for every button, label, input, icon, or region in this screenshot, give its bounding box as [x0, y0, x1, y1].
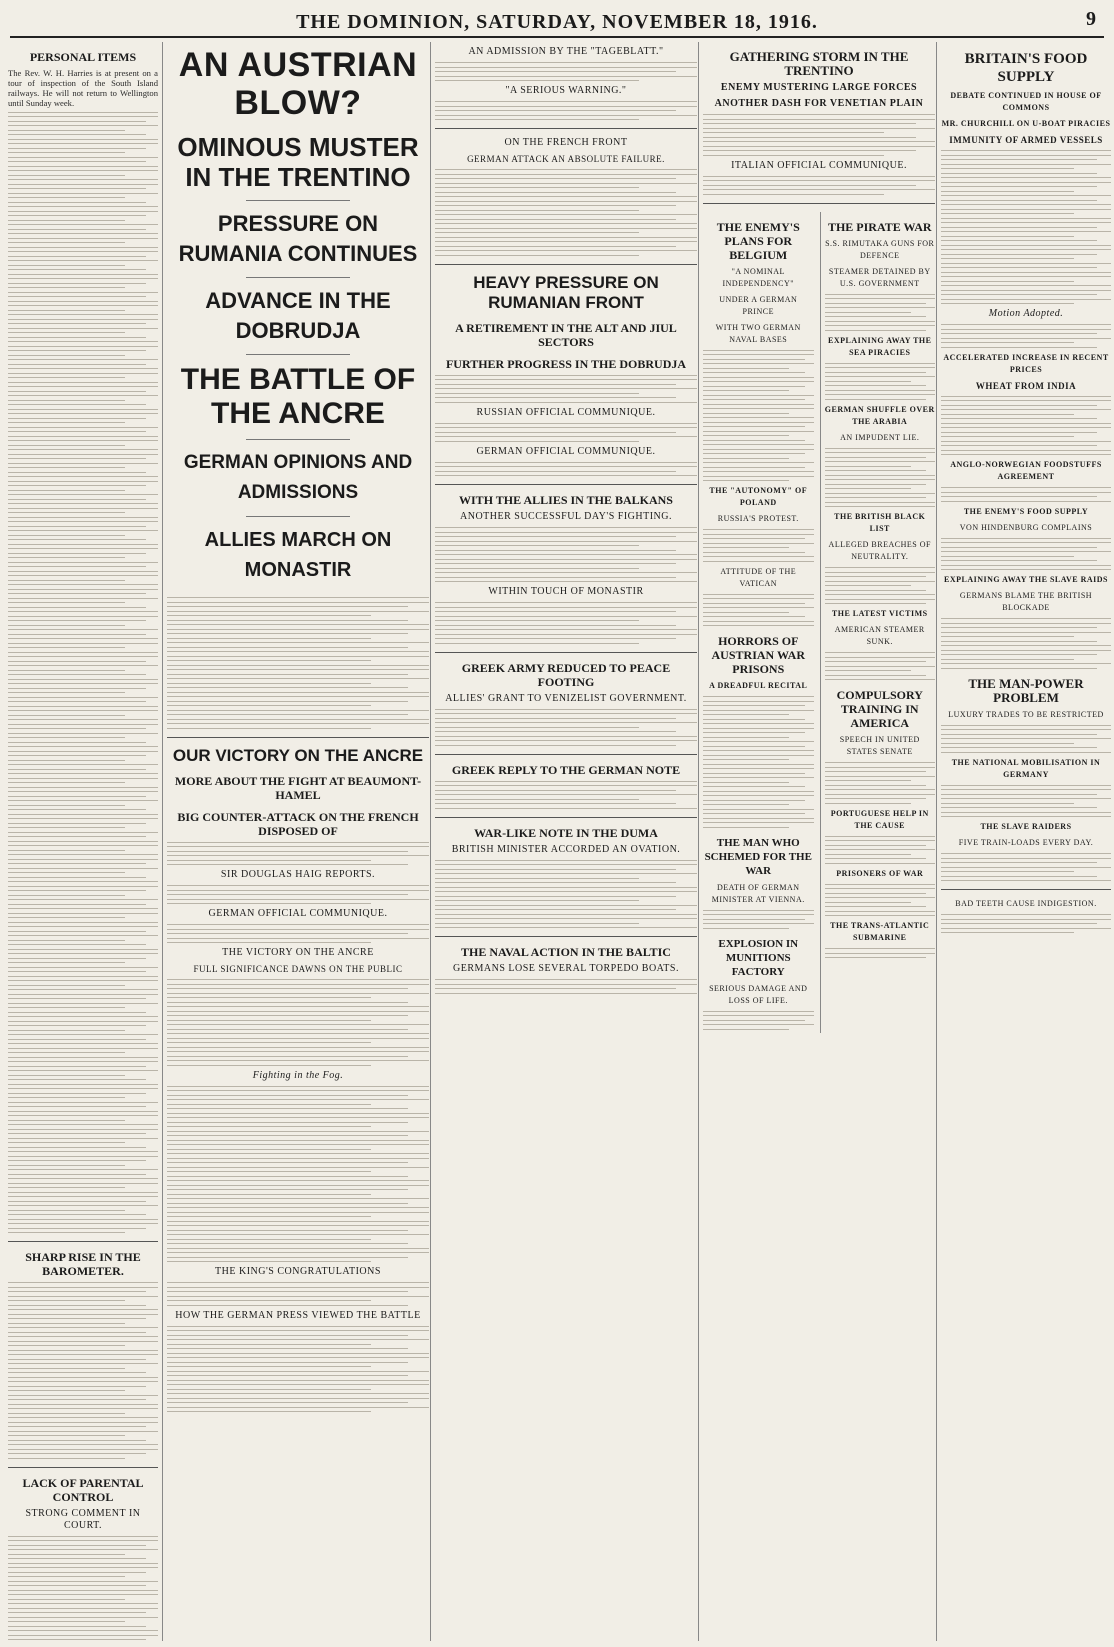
heading-torpedo: GERMANS LOSE SEVERAL TORPEDO BOATS.: [453, 963, 679, 974]
fog-text: [167, 1086, 429, 1263]
heading-senate: SPEECH IN UNITED STATES SENATE: [839, 735, 920, 756]
heading-rumanian-front: HEAVY PRESSURE ON RUMANIAN FRONT: [473, 272, 659, 312]
poland-text: [703, 529, 814, 562]
headline-trentino: OMINOUS MUSTER IN THE TRENTINO: [177, 132, 419, 192]
heading-duma: WAR-LIKE NOTE IN THE DUMA: [474, 825, 658, 840]
haig-text: [167, 885, 429, 904]
heading-victory-ancre-2: THE VICTORY ON THE ANCRE: [222, 947, 374, 958]
masthead: [10, 8, 1104, 38]
divider: [435, 652, 697, 653]
heading-naval-bases: WITH TWO GERMAN NAVAL BASES: [715, 322, 801, 344]
divider: [435, 264, 697, 265]
heading-impudent-lie: AN IMPUDENT LIE.: [840, 432, 920, 442]
heading-italian-communique: ITALIAN OFFICIAL COMMUNIQUE.: [731, 159, 907, 171]
divider: [246, 277, 351, 278]
heading-ovation: BRITISH MINISTER ACCORDED AN OVATION.: [451, 843, 681, 855]
heading-within-touch: WITHIN TOUCH OF MONASTIR: [488, 586, 644, 597]
heading-serious-warning: "A SERIOUS WARNING.": [505, 85, 627, 96]
slave-raids-text: [941, 618, 1111, 669]
portuguese-text: [825, 836, 936, 864]
divider: [941, 889, 1111, 890]
heading-food-supply: BRITAIN'S FOOD SUPPLY: [964, 51, 1088, 85]
parental-control-text: [8, 1536, 158, 1642]
heading-belgium: THE ENEMY'S PLANS FOR BELGIUM: [716, 219, 800, 262]
heading-greek-reply: GREEK REPLY TO THE GERMAN NOTE: [451, 762, 681, 777]
arabia-text: [825, 448, 936, 508]
victory-text: [167, 842, 429, 866]
heading-damage: SERIOUS DAMAGE AND LOSS OF LIFE.: [709, 983, 808, 1005]
barometer-heading: SHARP RISE IN THE BAROMETER.: [25, 1250, 141, 1278]
subcolumn-left: [703, 212, 814, 1034]
heading-poland: THE "AUTONOMY" OF POLAND: [709, 486, 808, 507]
heading-american-steamer: AMERICAN STEAMER SUNK.: [834, 625, 925, 646]
tageblatt-text: [435, 62, 697, 81]
german-communique-2-text: [435, 462, 697, 477]
heading-balkans: WITH THE ALLIES IN THE BALKANS: [459, 493, 673, 507]
heading-prince: UNDER A GERMAN PRINCE: [719, 294, 798, 316]
heading-another-day: ANOTHER SUCCESSFUL DAY'S FIGHTING.: [460, 511, 672, 522]
divider: [246, 516, 351, 517]
heading-russia-protest: RUSSIA'S PROTEST.: [717, 514, 799, 523]
heading-german-communique: GERMAN OFFICIAL COMMUNIQUE.: [208, 908, 388, 919]
heading-manpower: THE MAN-POWER PROBLEM: [968, 675, 1084, 705]
heading-slave-raids: EXPLAINING AWAY THE SLAVE RAIDS: [944, 575, 1108, 584]
divider: [435, 484, 697, 485]
heading-steamer: STEAMER DETAINED BY U.S. GOVERNMENT: [828, 266, 931, 288]
heading-haig: SIR DOUGLAS HAIG REPORTS.: [220, 869, 376, 880]
heading-arabia: GERMAN SHUFFLE OVER THE ARABIA: [824, 404, 935, 426]
heading-king: THE KING'S CONGRATULATIONS: [215, 1266, 381, 1277]
column-food-supply: [936, 42, 1111, 1641]
divider: [8, 1467, 158, 1468]
heading-accelerated: ACCELERATED INCREASE IN RECENT PRICES: [943, 352, 1109, 374]
anglo-norwegian-text: [941, 487, 1111, 502]
wheat-text: [941, 396, 1111, 456]
manpower-text: [941, 725, 1111, 753]
personal-items-text: [8, 112, 158, 1234]
heading-enemy-food: THE ENEMY'S FOOD SUPPLY: [963, 506, 1089, 516]
heading-victory-ancre: OUR VICTORY ON THE ANCRE: [172, 745, 424, 765]
german-press-text: [167, 1326, 429, 1413]
heading-enemy-mustering: ENEMY MUSTERING LARGE FORCES: [720, 82, 918, 93]
baltic-text: [435, 979, 697, 994]
german-communique-text: [167, 924, 429, 943]
divider: [435, 817, 697, 818]
explosion-text: [703, 1011, 814, 1030]
heading-bad-teeth: BAD TEETH CAUSE INDIGESTION.: [955, 899, 1097, 908]
belgium-text: [703, 350, 814, 482]
mobilisation-text: [941, 785, 1111, 818]
monastir-text: [435, 602, 697, 644]
greek-reply-text: [435, 781, 697, 809]
heading-russian-communique: RUSSIAN OFFICIAL COMMUNIQUE.: [476, 406, 656, 418]
heading-immunity: IMMUNITY OF ARMED VESSELS: [949, 135, 1103, 145]
heading-hindenburg: VON HINDENBURG COMPLAINS: [959, 522, 1093, 532]
french-front-text: [435, 169, 697, 256]
divider: [246, 200, 351, 201]
personal-items-heading: PERSONAL ITEMS: [29, 50, 137, 64]
horrors-text: [703, 696, 814, 828]
heading-gathering-storm: GATHERING STORM IN THE TRENTINO: [729, 49, 909, 78]
motion-text: [941, 324, 1111, 348]
headline-monastir: ALLIES MARCH ON MONASTIR: [204, 529, 392, 581]
italian-communique-text: [703, 176, 935, 195]
column-lead-story: [162, 42, 429, 1641]
parental-control-heading: LACK OF PARENTAL CONTROL: [22, 1475, 144, 1504]
heading-churchill: MR. CHURCHILL ON U-BOAT PIRACIES: [941, 119, 1111, 128]
column-war-news: [430, 42, 697, 1641]
heading-grant: ALLIES' GRANT TO VENIZELIST GOVERNMENT.: [445, 692, 687, 704]
black-list-text: [825, 567, 936, 604]
heading-rimutaka: S.S. RIMUTAKA GUNS FOR DEFENCE: [825, 238, 935, 260]
heading-baltic: THE NAVAL ACTION IN THE BALTIC: [461, 945, 671, 959]
heading-latest-victims: THE LATEST VICTIMS: [831, 609, 928, 618]
heading-french-front: ON THE FRENCH FRONT: [504, 137, 628, 148]
trentino-text: [703, 114, 935, 156]
rumanian-text: [435, 375, 697, 403]
heading-motion: Motion Adopted.: [988, 308, 1064, 319]
divider: [246, 439, 351, 440]
heading-retirement: A RETIREMENT IN THE ALT AND JIUL SECTORS: [455, 320, 677, 349]
heading-sea-piracies: EXPLAINING AWAY THE SEA PIRACIES: [828, 335, 932, 357]
heading-recital: A DREADFUL RECITAL: [709, 681, 808, 690]
divider: [435, 754, 697, 755]
heading-death: DEATH OF GERMAN MINISTER AT VIENNA.: [711, 882, 805, 904]
heading-fog: Fighting in the Fog.: [252, 1069, 344, 1081]
divider: [435, 128, 697, 129]
subcolumn-right: [820, 212, 936, 1034]
heading-five-train: FIVE TRAIN-LOADS EVERY DAY.: [958, 838, 1094, 847]
heading-greek-army: GREEK ARMY REDUCED TO PEACE FOOTING: [461, 660, 671, 689]
heading-neutrality: ALLEGED BREACHES OF NEUTRALITY.: [828, 540, 931, 561]
page-number: 9: [1086, 8, 1096, 30]
divider: [8, 1241, 158, 1242]
headline-german-opinions: GERMAN OPINIONS AND ADMISSIONS: [183, 452, 413, 503]
heading-further-progress: FURTHER PROGRESS IN THE DOBRUDJA: [445, 356, 687, 371]
schemed-text: [703, 910, 814, 929]
masthead-title: THE DOMINION, SATURDAY, NOVEMBER 18, 1916.: [296, 10, 818, 33]
heading-mobilisation: THE NATIONAL MOBILISATION IN GERMANY: [951, 757, 1101, 779]
duma-text: [435, 860, 697, 929]
heading-prisoners: PRISONERS OF WAR: [836, 868, 924, 878]
heading-blame-blockade: GERMANS BLAME THE BRITISH BLOCKADE: [959, 591, 1093, 612]
trans-atlantic-text: [825, 948, 936, 958]
russian-communique-text: [435, 423, 697, 442]
heading-explosion: EXPLOSION IN MUNITIONS FACTORY: [718, 937, 799, 978]
two-column-section: [703, 212, 935, 1034]
heading-counter-attack: BIG COUNTER-ATTACK ON THE FRENCH DISPOSED OF: [177, 809, 419, 838]
heading-horrors: HORRORS OF AUSTRIAN WAR PRISONS: [711, 634, 805, 676]
sea-piracies-text: [825, 363, 936, 400]
heading-trans-atlantic: THE TRANS-ATLANTIC SUBMARINE: [830, 921, 930, 942]
heading-compulsory: COMPULSORY TRAINING IN AMERICA: [836, 688, 923, 730]
heading-slave-raiders: THE SLAVE RAIDERS: [980, 822, 1072, 831]
heading-tageblatt: AN ADMISSION BY THE "TAGEBLATT.": [468, 46, 664, 57]
heading-attack-failure: GERMAN ATTACK AN ABSOLUTE FAILURE.: [467, 154, 665, 164]
heading-black-list: THE BRITISH BLACK LIST: [834, 512, 926, 533]
heading-significance: FULL SIGNIFICANCE DAWNS ON THE PUBLIC: [193, 964, 403, 974]
barometer-text: [8, 1282, 158, 1459]
significance-text: [167, 979, 429, 1066]
bad-teeth-text: [941, 914, 1111, 933]
column-trentino: [698, 42, 935, 1641]
heading-german-press: HOW THE GERMAN PRESS VIEWED THE BATTLE: [175, 1309, 421, 1321]
heading-anglo-norwegian: ANGLO-NORWEGIAN FOODSTUFFS AGREEMENT: [950, 460, 1102, 481]
divider: [435, 936, 697, 937]
heading-vatican: ATTITUDE OF THE VATICAN: [720, 566, 797, 588]
heading-debate: DEBATE CONTINUED IN HOUSE OF COMMONS: [950, 91, 1102, 112]
headline-ancre: THE BATTLE OF THE ANCRE: [180, 363, 416, 430]
food-supply-text: [941, 150, 1111, 304]
heading-german-communique-2: GERMAN OFFICIAL COMMUNIQUE.: [476, 445, 656, 457]
heading-pirate-war: THE PIRATE WAR: [827, 219, 932, 234]
victims-text: [825, 652, 936, 680]
prisoners-text: [825, 884, 936, 917]
slave-raiders-text: [941, 853, 1111, 881]
headline-rumania: PRESSURE ON RUMANIA CONTINUES: [178, 211, 418, 266]
heading-beaumont: MORE ABOUT THE FIGHT AT BEAUMONT-HAMEL: [174, 773, 422, 802]
pirate-text: [825, 294, 936, 331]
divider: [167, 737, 429, 738]
column-personal: [8, 42, 158, 1641]
personal-items-lead: The Rev. W. H. Harries is at present on a tour of inspection of the South Island railways. He will not return to Wellington until Sunday week.: [8, 68, 158, 108]
balkans-text: [435, 527, 697, 582]
heading-dash: ANOTHER DASH FOR VENETIAN PLAIN: [714, 98, 924, 109]
enemy-food-text: [941, 538, 1111, 571]
king-text: [167, 1282, 429, 1306]
vatican-text: [703, 594, 814, 627]
heading-luxury: LUXURY TRADES TO BE RESTRICTED: [948, 709, 1104, 719]
headline-dobrudja: ADVANCE IN THE DOBRUDJA: [205, 288, 391, 343]
serious-warning-text: [435, 101, 697, 120]
heading-wheat: WHEAT FROM INDIA: [975, 380, 1077, 391]
heading-portuguese: PORTUGUESE HELP IN THE CAUSE: [830, 808, 929, 830]
parental-control-subhead: STRONG COMMENT IN COURT.: [25, 1507, 141, 1531]
divider: [246, 354, 351, 355]
headline-austrian-blow: AN AUSTRIAN BLOW?: [178, 46, 418, 122]
compulsory-text: [825, 762, 936, 804]
lead-story-text: [167, 597, 429, 729]
greek-army-text: [435, 709, 697, 746]
divider: [703, 203, 935, 204]
heading-schemed: THE MAN WHO SCHEMED FOR THE WAR: [704, 836, 812, 877]
heading-nominal: "A NOMINAL INDEPENDENCY": [722, 266, 795, 288]
